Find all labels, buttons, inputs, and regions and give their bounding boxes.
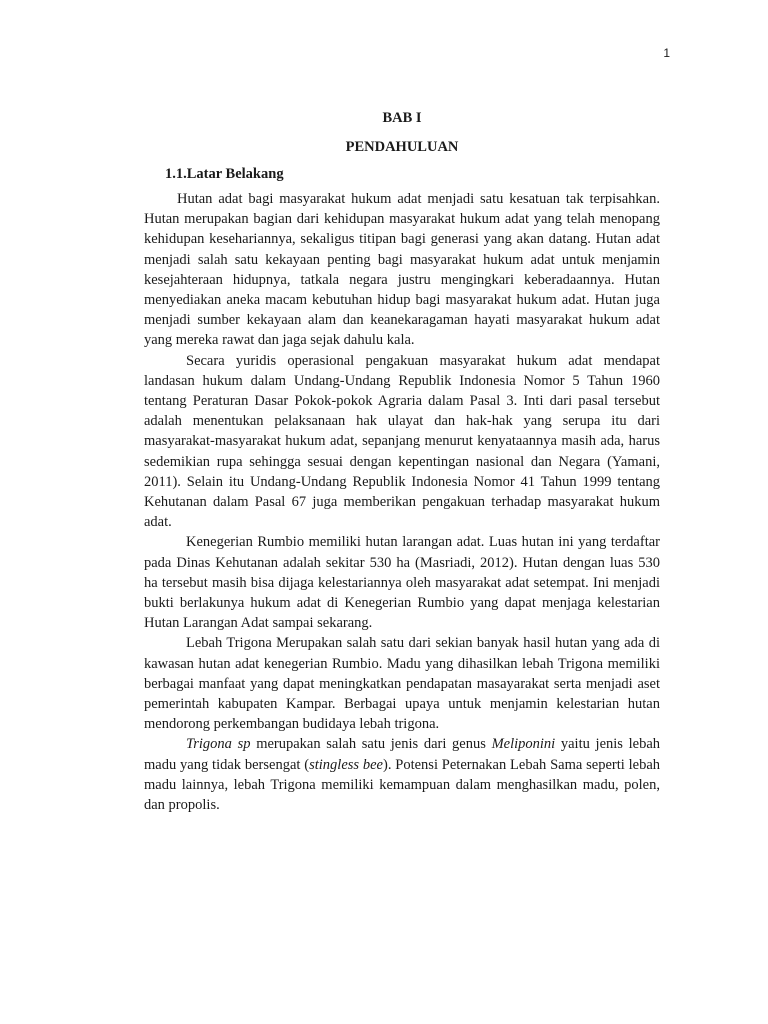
paragraph-1: Hutan adat bagi masyarakat hukum adat menjadi satu kesatuan tak terpisahkan. Hutan merupakan bagian dari kehidupan masyarakat hukum adat yang telah menopang kehidupan kesehariannya, sekaligus titipan bagi generasi yang akan datang. Hutan adat menjadi salah satu kekayaan penting bagi masyarakat hukum adat untuk menjamin kesejahteraan hidupnya, tatkala negara justru mengingkari keberadaannya. Hutan menyediakan aneka macam kebutuhan hidup bagi masyarakat hukum adat. Hutan juga menjadi sumber kekayaan alam dan keanekaragaman hayati masyarakat hukum adat yang mereka rawat dan jaga sejak dahulu kala. bbox=[144, 191, 660, 349]
chapter-title: PENDAHULUAN bbox=[345, 139, 459, 155]
paragraph-5-text-a: merupakan salah satu jenis dari genus bbox=[250, 736, 492, 753]
paragraph-5-text-c: ). Potensi Peternakan Lebah Sama seperti lebah madu lainnya, lebah Trigona memiliki kemampuan dalam menghasilkan madu, polen, dan propolis. bbox=[144, 756, 661, 814]
species-name: Trigona sp bbox=[186, 736, 251, 753]
paragraph-2: Secara yuridis operasional pengakuan masyarakat hukum adat mendapat landasan hukum dalam Undang-Undang Republik Indonesia Nomor 5 Tahun 1960 tentang Peraturan Dasar Pokok-pokok Agraria dalam Pasal 3. Inti dari pasal tersebut adalah menentukan pelaksanaan hak ulayat dan hak-hak yang serupa itu dari masyarakat-masyarakat hukum adat, sepanjang menurut kenyataannya masih ada, harus sedemikian rupa sehingga sesuai dengan kepentingan nasional dan Negara (Yamani, 2011). Selain itu Undang-Undang Republik Indonesia Nomor 41 Tahun 1999 tentang Kehutanan dalam Pasal 67 juga memberikan pengakuan terhadap masyarakat hukum adat. bbox=[144, 352, 660, 531]
paragraph-3: Kenegerian Rumbio memiliki hutan larangan adat. Luas hutan ini yang terdaftar pada Dinas Kehutanan adalah sekitar 530 ha (Masriadi, 2012). Hutan dengan luas 530 ha tersebut masih bisa dijaga kelestariannya oleh masyarakat adat setempat. Ini menjadi bukti berlakunya hukum adat di Kenegerian Rumbio yang dapat menjaga kelestarian Hutan Larangan Adat sampai sekarang. bbox=[144, 534, 660, 632]
paragraph-4: Lebah Trigona Merupakan salah satu dari sekian banyak hasil hutan yang ada di kawasan hutan adat kenegerian Rumbio. Madu yang dihasilkan lebah Trigona memiliki berbagai manfaat yang dapat meningkatkan pendapatan masayarakat serta menjadi aset pemerintah kabupaten Kampar. Berbagai upaya untuk menjamin kelestarian hutan mendorong perkembangan budidaya lebah trigona. bbox=[144, 635, 660, 733]
chapter-label: BAB I bbox=[382, 110, 422, 126]
section-heading: 1.1.Latar Belakang bbox=[165, 166, 284, 182]
paragraph-5 bbox=[144, 734, 660, 815]
page-number: 1 bbox=[663, 46, 670, 60]
english-term: stingless bee bbox=[309, 756, 383, 773]
paragraph-5-text-b: yaitu jenis lebah madu yang tidak bersengat ( bbox=[144, 736, 661, 773]
genus-name: Meliponini bbox=[491, 736, 556, 753]
document-body bbox=[144, 108, 660, 815]
